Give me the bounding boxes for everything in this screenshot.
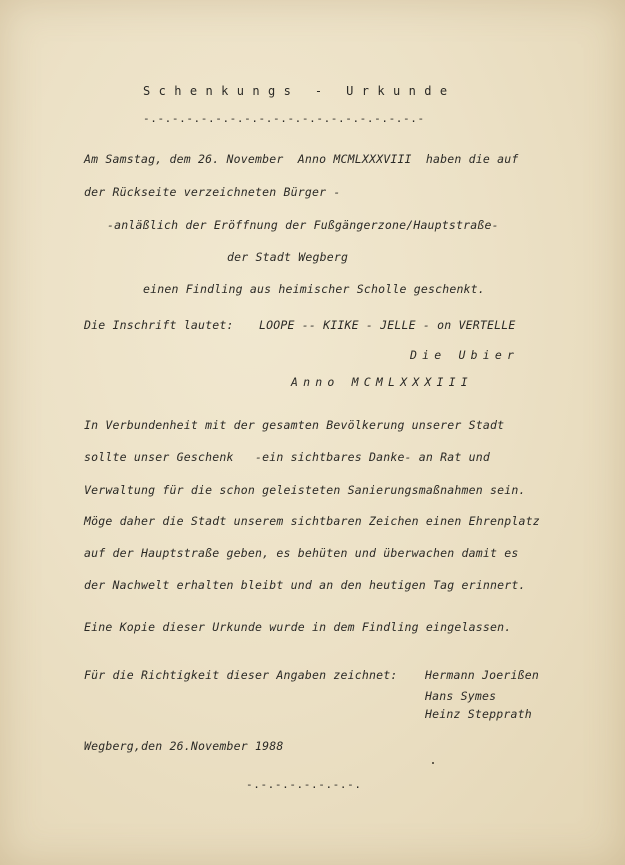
ink-speck bbox=[432, 762, 434, 764]
document-title: Schenkungs - Urkunde bbox=[143, 84, 456, 98]
closing-ornament: -.-.-.-.-.-.-.-. bbox=[246, 778, 362, 791]
place-date: Wegberg,den 26.November 1988 bbox=[84, 739, 284, 753]
signatory-name: Hans Symes bbox=[425, 689, 497, 703]
inscription-year: Anno MCMLXXXIII bbox=[291, 375, 473, 389]
intro-line-3: -anläßlich der Eröffnung der Fußgängerzone/Hauptstraße- bbox=[107, 218, 499, 232]
body-line-3: Verwaltung für die schon geleisteten Sanierungsmaßnahmen sein. bbox=[84, 483, 526, 497]
intro-line-4: der Stadt Wegberg bbox=[227, 250, 349, 264]
body-line-6: der Nachwelt erhalten bleibt und an den heutigen Tag erinnert. bbox=[84, 578, 526, 592]
intro-line-5: einen Findling aus heimischer Scholle geschenkt. bbox=[143, 282, 485, 296]
signatories-label: Für die Richtigkeit dieser Angaben zeichnet: bbox=[84, 668, 398, 682]
inscription-text: LOOPE -- KIIKE - JELLE - on VERTELLE bbox=[259, 318, 516, 332]
body-line-4: Möge daher die Stadt unserem sichtbaren Zeichen einen Ehrenplatz bbox=[84, 514, 540, 528]
inscription-label: Die Inschrift lautet: bbox=[84, 318, 234, 332]
intro-line-1: Am Samstag, dem 26. November Anno MCMLXXXVIII haben die auf bbox=[84, 152, 519, 166]
body-line-5: auf der Hauptstraße geben, es behüten und überwachen damit es bbox=[84, 546, 519, 560]
inscription-signature: Die Ubier bbox=[410, 348, 520, 362]
copy-note: Eine Kopie dieser Urkunde wurde in dem Findling eingelassen. bbox=[84, 620, 512, 634]
body-line-1: In Verbundenheit mit der gesamten Bevölkerung unserer Stadt bbox=[84, 418, 505, 432]
body-line-2: sollte unser Geschenk -ein sichtbares Danke- an Rat und bbox=[84, 450, 491, 464]
signatory-name: Heinz Stepprath bbox=[425, 707, 532, 721]
title-underline: -.-.-.-.-.-.-.-.-.-.-.-.-.-.-.-.-.-.-.- bbox=[143, 112, 425, 125]
intro-line-2: der Rückseite verzeichneten Bürger - bbox=[84, 185, 341, 199]
signatory-name: Hermann Joerißen bbox=[425, 668, 539, 682]
